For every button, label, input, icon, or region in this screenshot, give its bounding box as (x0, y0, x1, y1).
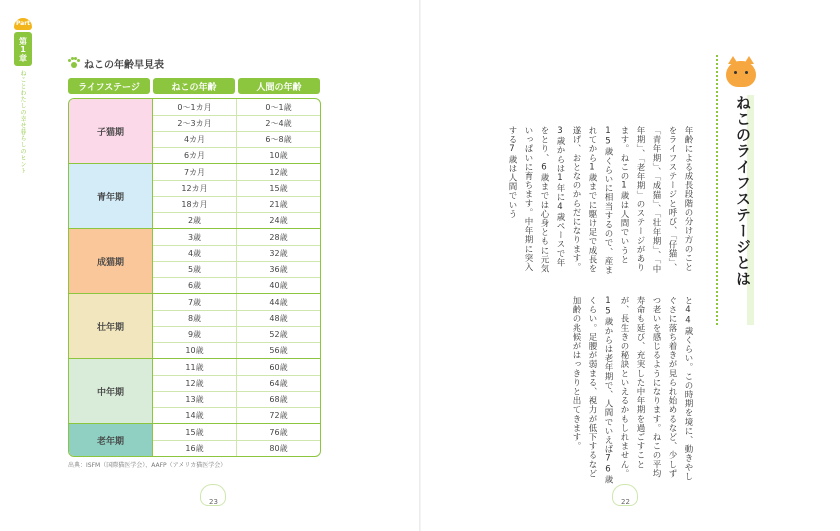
table-row (153, 375, 320, 391)
human-age-cell: 24歳 (269, 216, 288, 225)
cat-age-cell: 12歳 (153, 376, 237, 391)
heading-block (716, 55, 766, 325)
human-age-cell: 64歳 (269, 379, 288, 388)
table-row (153, 147, 320, 163)
human-age-cell: 12歳 (269, 167, 288, 177)
table-row (153, 359, 320, 375)
chapter-label: 第1章 (14, 32, 32, 66)
table-row (153, 440, 320, 456)
header-human-age: 人間の年齢 (238, 78, 320, 94)
header-life-stage: ライフステージ (68, 78, 150, 94)
life-stage-cell: 壮年期 (69, 294, 153, 358)
stage-group (69, 358, 320, 423)
age-chart-table (68, 78, 324, 457)
table-row (153, 342, 320, 358)
human-age-cell: 80歳 (269, 444, 288, 453)
stage-group (69, 99, 320, 163)
table-row (153, 229, 320, 245)
table-row (153, 277, 320, 293)
table-row (153, 294, 320, 310)
life-stage-cell: 老年期 (69, 424, 153, 456)
human-age-cell: 10歳 (269, 151, 288, 160)
page-heading: ねこのライフステージとは (730, 95, 754, 325)
body-paragraph-top: 年齢による成長段階の分け方のことをライフステージと呼び、「仔猫」、「青年期」、「成猫」、「壮年期」、「中年期」、「老年期」のステージがあります。ねこの1歳は人間でいうと15歳くらいに相当するので、産まれてから1歳までに駆け足で成長を遂げ、おとなのからだになります。3歳からは1年に4歳ペースで年をとり、6歳までは心身ともに元気いっぱいに育ちます。中年期に突入する7歳は人間でいう (507, 126, 693, 275)
page-gutter (419, 0, 421, 531)
stage-group (69, 228, 320, 293)
cat-age-cell: 3歳 (153, 229, 237, 245)
table-body (68, 98, 321, 457)
human-age-cell: 2～4歳 (265, 119, 292, 128)
cat-age-cell: 13歳 (153, 392, 237, 407)
stage-group (69, 423, 320, 456)
table-row (153, 245, 320, 261)
table-row (153, 326, 320, 342)
human-age-cell: 0～1歳 (265, 102, 292, 112)
cat-age-cell: 6歳 (153, 278, 237, 293)
cat-age-cell: 4カ月 (153, 132, 237, 147)
table-row (153, 261, 320, 277)
header-cat-age: ねこの年齢 (153, 78, 235, 94)
human-age-cell: 36歳 (269, 265, 288, 274)
table-row (153, 196, 320, 212)
cat-age-cell: 9歳 (153, 327, 237, 342)
cat-age-cell: 2歳 (153, 213, 237, 228)
cat-age-cell: 2～3カ月 (153, 116, 237, 131)
table-row (153, 310, 320, 326)
cat-age-cell: 8歳 (153, 311, 237, 326)
human-age-cell: 60歳 (269, 362, 288, 372)
human-age-cell: 76歳 (269, 427, 288, 437)
cat-age-cell: 18カ月 (153, 197, 237, 212)
cat-age-cell: 5歳 (153, 262, 237, 277)
human-age-cell: 15歳 (269, 184, 288, 193)
human-age-cell: 68歳 (269, 395, 288, 404)
cat-age-cell: 16歳 (153, 441, 237, 456)
page-number-right: 22 (621, 498, 630, 506)
cat-face-icon (726, 61, 756, 87)
table-row (153, 164, 320, 180)
human-age-cell: 72歳 (269, 411, 288, 420)
table-header (68, 78, 324, 94)
human-age-cell: 21歳 (269, 200, 288, 209)
table-row (153, 407, 320, 423)
cat-age-cell: 0～1カ月 (153, 99, 237, 115)
human-age-cell: 32歳 (269, 249, 288, 258)
table-row (153, 180, 320, 196)
life-stage-cell: 青年期 (69, 164, 153, 228)
table-row (153, 424, 320, 440)
life-stage-cell: 中年期 (69, 359, 153, 423)
cat-age-cell: 14歳 (153, 408, 237, 423)
stage-group (69, 163, 320, 228)
cat-age-cell: 6カ月 (153, 148, 237, 163)
table-title-text: ねこの年齢早見表 (84, 59, 164, 71)
table-row (153, 115, 320, 131)
table-title (68, 56, 164, 70)
table-row (153, 131, 320, 147)
table-row (153, 391, 320, 407)
human-age-cell: 44歳 (269, 297, 288, 307)
human-age-cell: 40歳 (269, 281, 288, 290)
stage-group (69, 293, 320, 358)
table-row (153, 99, 320, 115)
cat-age-cell: 4歳 (153, 246, 237, 261)
human-age-cell: 48歳 (269, 314, 288, 323)
cat-age-cell: 12カ月 (153, 181, 237, 196)
human-age-cell: 28歳 (269, 232, 288, 242)
life-stage-cell: 子猫期 (69, 99, 153, 163)
page-number-left: 23 (209, 498, 218, 506)
table-row (153, 212, 320, 228)
source-note: 出典：ISFM（国際猫医学会）、AAFP（アメリカ猫医学会） (68, 462, 227, 469)
cat-age-cell: 15歳 (153, 424, 237, 440)
chapter-title: ねことわたしの幸せ暮らしのヒント (19, 70, 26, 174)
cat-age-cell: 10歳 (153, 343, 237, 358)
part-badge: Part (14, 18, 32, 30)
body-paragraph-bottom: と44歳くらい。この時期を境に、動きやしぐさに落ち着きが見られ始めるなど、少しずつ老いを感じるようになります。ねこの平均寿命も延び、充実した中年期を過ごすことが、長生きの秘訣といえるかもしれません。15歳からは老年期で、人間でいえば76歳くらい。足腰が弱まる、視力が低下するなど加齢の兆候がはっきりと出てきます。 (571, 296, 693, 484)
chapter-side-tab (14, 18, 32, 174)
paw-icon (68, 57, 80, 69)
human-age-cell: 56歳 (269, 346, 288, 355)
human-age-cell: 52歳 (269, 330, 288, 339)
cat-age-cell: 11歳 (153, 359, 237, 375)
life-stage-cell: 成猫期 (69, 229, 153, 293)
cat-age-cell: 7歳 (153, 294, 237, 310)
human-age-cell: 6～8歳 (265, 135, 292, 144)
cat-age-cell: 7カ月 (153, 164, 237, 180)
